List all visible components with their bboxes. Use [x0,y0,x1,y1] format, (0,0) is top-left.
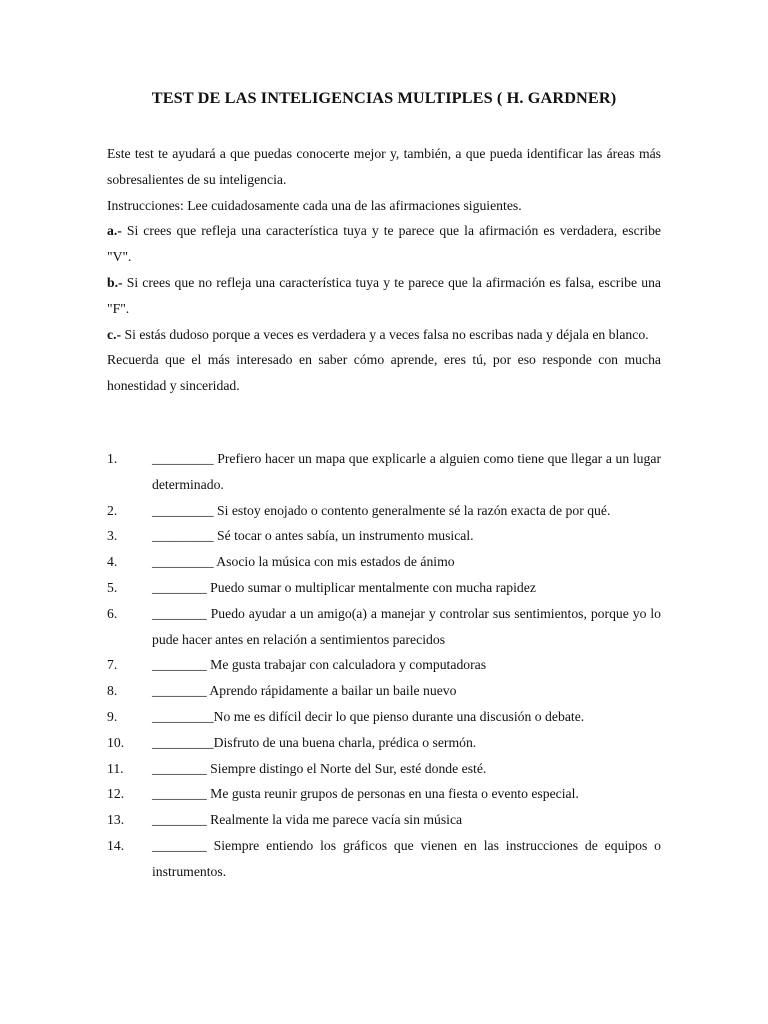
item-number: 11. [107,760,124,776]
item-number: 9. [107,708,118,724]
item-text: _________Disfruto de una buena charla, prédica o sermón. [152,734,477,750]
item-number: 13. [107,812,125,828]
list-item [107,807,661,833]
option-c-paragraph [107,322,661,348]
list-item [107,781,661,807]
list-item [107,704,661,730]
item-number: 12. [107,786,125,802]
item-text: _________No me es difícil decir lo que pienso durante una discusión o debate. [152,708,585,724]
item-number: 7. [107,657,118,673]
item-text: ________ Puedo sumar o multiplicar mentalmente con mucha rapidez [152,579,536,595]
list-item [107,756,661,782]
item-text: _________ Asocio la música con mis estados de ánimo [152,554,455,570]
intro-section [107,141,661,399]
item-text: ________ Siempre entiendo los gráficos que vienen en las instrucciones de equipos o instrumentos. [152,837,661,879]
list-item [107,498,661,524]
list-item [107,523,661,549]
option-c-label: c.- [107,326,122,342]
item-text: _________ Si estoy enojado o contento generalmente sé la razón exacta de por qué. [152,502,611,518]
item-text: _________ Prefiero hacer un mapa que explicarle a alguien como tiene que llegar a un lugar determinado. [152,451,661,492]
item-text: ________ Me gusta trabajar con calculadora y computadoras [152,657,487,673]
item-number: 14. [107,837,125,853]
item-text: ________ Realmente la vida me parece vacía sin música [152,812,463,828]
list-item [107,446,661,498]
document-title: TEST DE LAS INTELIGENCIAS MULTIPLES ( H. GARDNER) [151,88,617,107]
item-number: 8. [107,683,118,699]
option-a-paragraph [107,218,661,270]
item-text: ________ Puedo ayudar a un amigo(a) a manejar y controlar sus sentimientos, porque yo lo pude hacer antes en relación a sentimientos parecidos [152,605,661,647]
list-item [107,730,661,756]
list-item [107,575,661,601]
list-item [107,601,661,653]
instructions-paragraph: Instrucciones: Lee cuidadosamente cada una de las afirmaciones siguientes. [107,197,522,213]
option-b-text: Si crees que no refleja una característica tuya y te parece que la afirmación es falsa, escribe una "F". [107,274,661,316]
item-text: _________ Sé tocar o antes sabía, un instrumento musical. [152,528,474,544]
statement-list [107,446,661,885]
list-item [107,678,661,704]
option-c-text: Si estás dudoso porque a veces es verdadera y a veces falsa no escribas nada y déjala en blanco. [121,326,649,342]
item-number: 5. [107,579,118,595]
option-b-label: b.- [107,274,123,290]
item-text: ________ Me gusta reunir grupos de personas en una fiesta o evento especial. [152,786,579,802]
item-text: ________ Siempre distingo el Norte del Sur, esté donde esté. [152,760,487,776]
list-item [107,652,661,678]
item-number: 1. [107,451,118,466]
option-b-paragraph [107,270,661,322]
item-number: 2. [107,502,118,518]
list-item [107,549,661,575]
reminder-paragraph: Recuerda que el más interesado en saber cómo aprende, eres tú, por eso responde con mucha honestidad y sinceridad. [107,352,661,394]
item-text: ________ Aprendo rápidamente a bailar un baile nuevo [152,683,457,699]
item-number: 10. [107,734,125,750]
list-item [107,833,661,885]
intro-paragraph: Este test te ayudará a que puedas conocerte mejor y, también, a que pueda identificar las áreas más sobresalientes de su inteligencia. [107,146,661,187]
item-number: 3. [107,528,118,544]
item-number: 4. [107,554,118,570]
option-a-label: a.- [107,223,122,239]
item-number: 6. [107,605,118,621]
option-a-text: Si crees que refleja una característica tuya y te parece que la afirmación es verdadera, escribe "V". [107,223,661,265]
